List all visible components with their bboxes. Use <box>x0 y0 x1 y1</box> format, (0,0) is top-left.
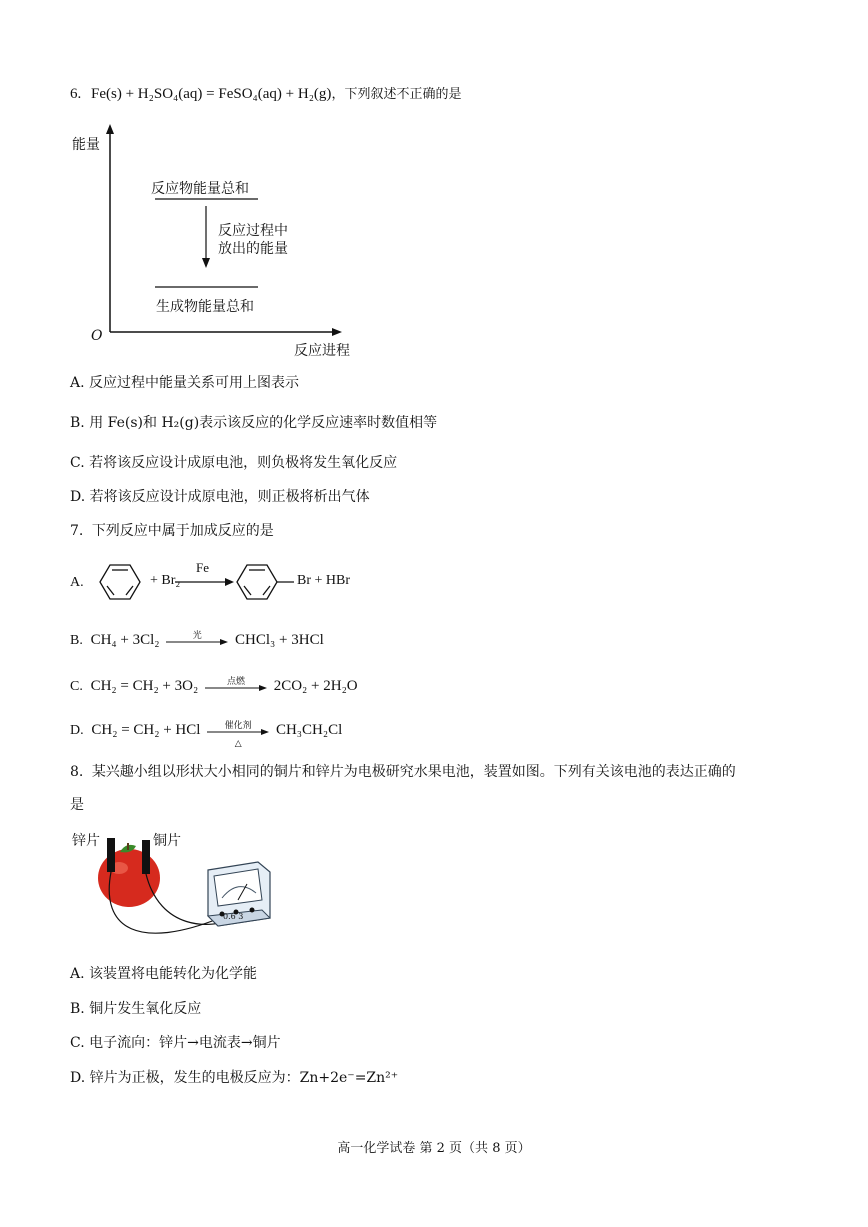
option-text: 该装置将电能转化为化学能 <box>89 966 258 982</box>
option-label: B. <box>70 633 83 648</box>
option-label: A. <box>70 966 85 982</box>
option-label: B. <box>70 415 85 431</box>
option-label: C. <box>70 679 83 694</box>
q7-stem-text: 下列反应中属于加成反应的是 <box>91 523 274 539</box>
option-label: A. <box>70 575 84 590</box>
q8-option-d[interactable] <box>70 1068 398 1088</box>
option-text: 若将该反应设计成原电池，则负极将发生氧化反应 <box>89 455 398 471</box>
option-text: 用 Fe(s)和 H₂(g)表示该反应的化学反应速率时数值相等 <box>89 415 438 431</box>
q7d-condition: 催化剂 <box>224 719 252 730</box>
option-label: A. <box>70 375 85 391</box>
q8-option-c[interactable] <box>70 1033 281 1053</box>
option-text: 铜片发生氧化反应 <box>89 1001 202 1017</box>
q7b-right: CHCl₃ + 3HCl <box>235 632 324 648</box>
copper-electrode <box>142 840 150 874</box>
q7-number: 7. <box>70 523 84 539</box>
option-text: 电子流向：锌片→电流表→铜片 <box>89 1035 281 1051</box>
option-label: D. <box>70 1070 86 1086</box>
meter-terminals: 0.6 3 <box>223 912 244 921</box>
q7a-product: Br + HBr <box>297 573 351 588</box>
copper-label: 铜片 <box>153 833 181 849</box>
q7d-right: CH₃CH₂Cl <box>275 722 343 738</box>
page-footer: 高一化学试卷 第 2 页（共 8 页） <box>337 1141 531 1156</box>
q7c-condition: 点燃 <box>226 675 245 686</box>
product-level-label: 生成物能量总和 <box>156 299 254 315</box>
q6-number: 6. <box>70 86 82 102</box>
option-label: B. <box>70 1001 85 1017</box>
option-label: D. <box>70 723 84 738</box>
option-label: C. <box>70 1035 85 1051</box>
option-label: C. <box>70 455 85 471</box>
x-axis-label: 反应进程 <box>294 343 350 359</box>
q7a-reactant: + Br₂ <box>150 573 181 588</box>
q8-stem-continued: 是 <box>70 797 84 813</box>
zinc-electrode <box>107 838 115 872</box>
arrow-label-1: 反应过程中 <box>218 223 288 239</box>
q7d-condition2: △ <box>234 737 242 748</box>
q8-option-b[interactable] <box>70 999 201 1019</box>
q8-stem-text-1: 某兴趣小组以形状大小相同的铜片和锌片为电极研究水果电池，装置如图。下列有关该电池的表达正确的 <box>91 764 736 780</box>
arrow-label-2: 放出的能量 <box>218 241 288 257</box>
q8-number: 8. <box>70 764 84 780</box>
q8-option-a[interactable] <box>70 964 257 984</box>
q7d-left: CH₂ = CH₂ + HCl <box>91 722 201 738</box>
option-text: 反应过程中能量关系可用上图表示 <box>89 375 300 391</box>
q7b-condition: 光 <box>192 629 202 640</box>
reactant-level-label: 反应物能量总和 <box>151 181 249 197</box>
q6-equation: Fe(s) + H₂SO₄(aq) = FeSO₄(aq) + H₂(g) <box>91 86 332 102</box>
q7c-left: CH₂ = CH₂ + 3O₂ <box>90 678 199 694</box>
q7a-condition: Fe <box>196 560 209 575</box>
option-label: D. <box>70 489 86 505</box>
option-text: 锌片为正极，发生的电极反应为：Zn+2e⁻=Zn²⁺ <box>89 1070 399 1086</box>
q7b-left: CH₄ + 3Cl₂ <box>90 632 160 648</box>
zinc-label: 锌片 <box>72 833 100 849</box>
q6-stem-text: ，下列叙述不正确的是 <box>331 87 462 102</box>
origin-label: O <box>91 328 103 344</box>
q7c-right: 2CO₂ + 2H₂O <box>273 678 358 694</box>
y-axis-label: 能量 <box>72 137 100 153</box>
option-text: 若将该反应设计成原电池，则正极将析出气体 <box>89 489 370 505</box>
